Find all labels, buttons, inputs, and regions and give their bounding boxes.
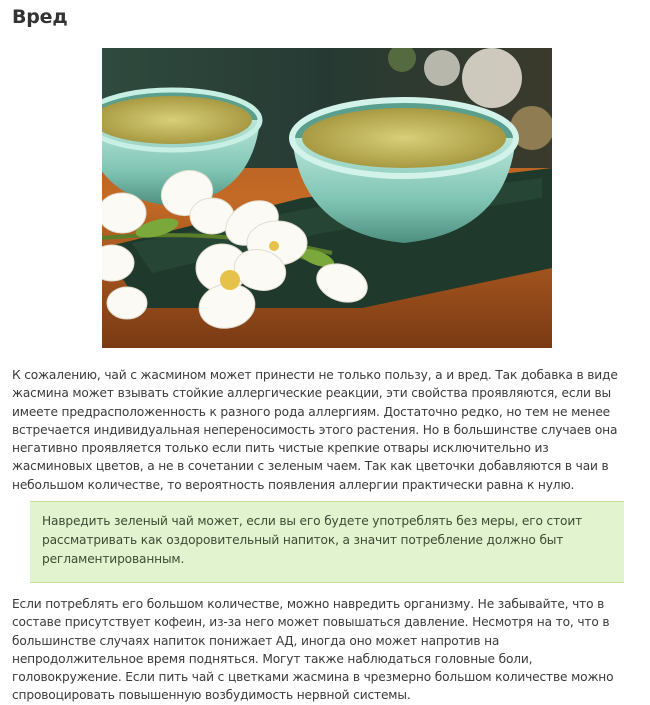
section-heading: Вред: [12, 6, 68, 28]
body-paragraph: К сожалению, чай с жасмином может принести не только пользу, а и вред. Так добавка в виде жасмина может взывать стойкие аллергические реакции, эти свойства проявляются, если вы имеете предрасположенность к разного рода аллергиям. Достаточно редко, но тем не менее встречается индивидуальная непереносимость этого растения. Но в большинстве случаев она негативно проявляется только если пить чистые крепкие отвары исключительно из жасминовых цветов, а не в сочетании с зеленым чаем. Так как цветочки добавляются в чаи в небольшом количестве, то вероятность появления аллергии практически равна к нулю.: [12, 368, 618, 492]
jasmine-tea-photo: [102, 48, 552, 348]
callout-box: [30, 501, 624, 583]
body-paragraph: Если потреблять его большом количестве, можно навредить организму. Не забывайте, что в составе присутствует кофеин, из-за него может повышаться давление. Несмотря на то, что в большинстве случаях напиток понижает АД, иногда оно может напротив на непродолжительное время подняться. Могут также наблюдаться головные боли, головокружение. Если пить чай с цветками жасмина в чрезмерно большом количестве можно спровоцировать повышенную возбудимость нервной системы.: [12, 597, 614, 703]
callout-text: Навредить зеленый чай может, если вы его будете употреблять без меры, его стоит рассматривать как оздоровительный напиток, а значит потребление должно быт регламентированным.: [42, 514, 583, 566]
